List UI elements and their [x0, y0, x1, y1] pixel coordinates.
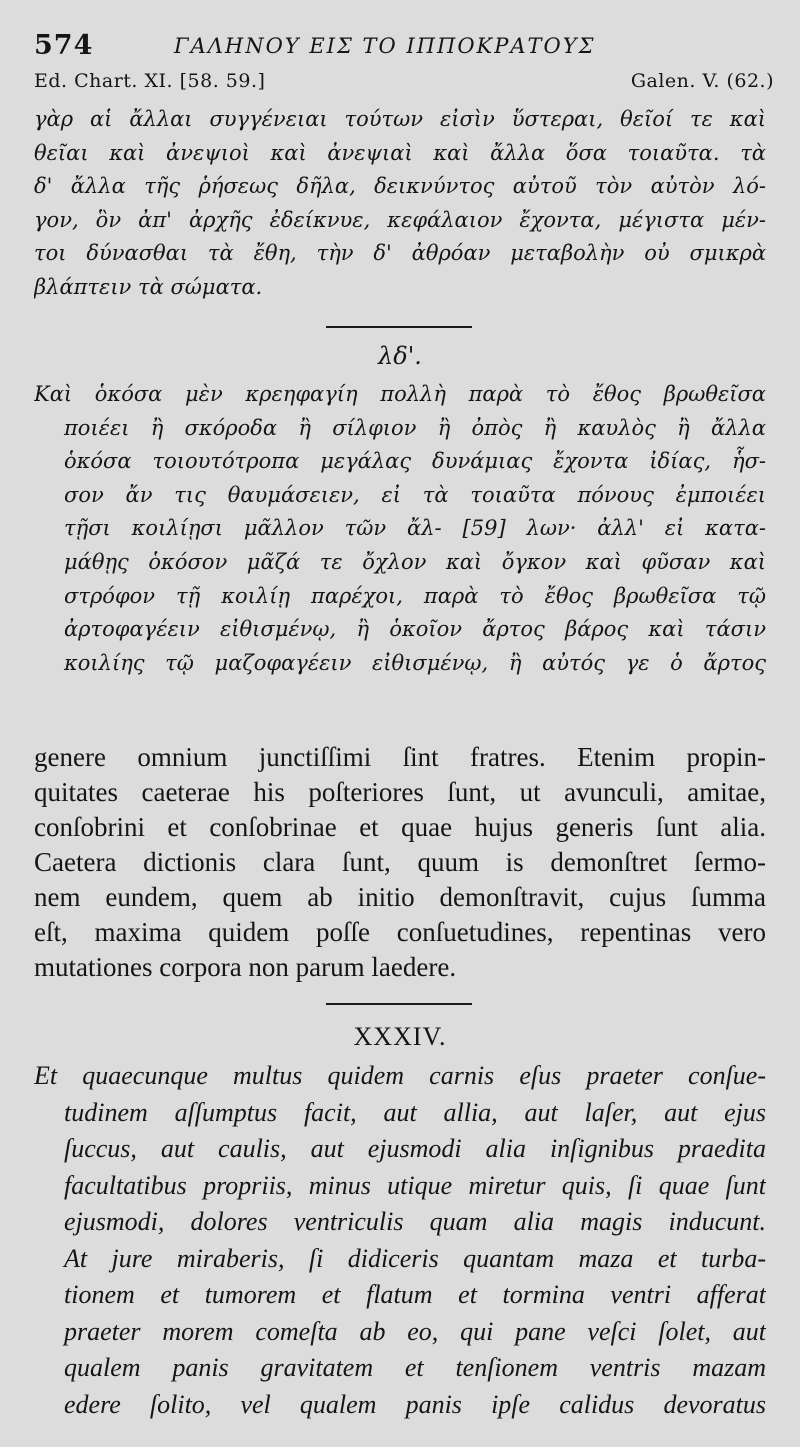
text-line: βλάπτειν τὰ σώματα.: [34, 274, 263, 299]
text-line: edere ſolito, vel qualem panis ipſe calidus devoratus: [64, 1389, 766, 1419]
text-line: σον ἄν τις θαυμάσειεν, εἰ τὰ τοιαῦτα πόνους ἐμποιέει: [64, 482, 766, 507]
text-line: tudinem aſſumptus facit, aut allia, aut laſer, aut ejus: [64, 1097, 766, 1127]
text-line: praeter morem comeſta ab eo, qui pane veſci ſolet, aut: [64, 1316, 766, 1346]
section-divider: [326, 326, 472, 328]
text-line: eſt, maxima quidem poſſe conſuetudines, repentinas vero: [34, 917, 766, 947]
page-header: [34, 30, 774, 70]
text-line: At jure miraberis, ſi didiceris quantam maza et turba-: [64, 1243, 766, 1273]
edition-references: [34, 70, 774, 100]
greek-aphorism-text: [34, 378, 766, 680]
text-line: mutationes corpora non parum laedere.: [34, 952, 457, 982]
page-number: 574: [34, 30, 94, 61]
text-line: μάθῃς ὁκόσον μᾶζά τε ὄχλον καὶ ὄγκον καὶ φῦσαν καὶ: [64, 549, 766, 574]
edition-reference-chartier: Ed. Chart. XI. [58. 59.]: [34, 70, 266, 92]
text-line: conſobrini et conſobrinae et quae hujus generis ſunt alia.: [34, 812, 766, 842]
text-line: ἀρτοφαγέειν εἰθισμένῳ, ἢ ὁκοῖον ἄρτος βάρος καὶ τάσιν: [64, 617, 766, 642]
text-line: γον, ὃν ἀπ' ἀρχῆς ἐδείκνυε, κεφάλαιον ἔχοντα, μέγιστα μέν-: [34, 207, 766, 232]
text-line: genere omnium junctiſſimi ſint fratres. Etenim propin-: [34, 742, 766, 772]
text-line: qualem panis gravitatem et tenſionem ventris mazam: [64, 1353, 766, 1382]
text-line: ſuccus, aut caulis, aut ejusmodi alia inſignibus praedita: [64, 1134, 766, 1163]
text-line: tionem et tumorem et flatum et tormina ventri afferat: [64, 1280, 766, 1309]
text-line: γὰρ αἱ ἄλλαι συγγένειαι τούτων εἰσὶν ὕστεραι, θεῖοί τε καὶ: [34, 107, 766, 131]
latin-section-heading: XXXIV.: [353, 1022, 447, 1051]
text-line: θεῖαι καὶ ἀνεψιοὶ καὶ ἀνεψιαὶ καὶ ἄλλα ὅσα τοιαῦτα. τὰ: [34, 140, 766, 165]
latin-commentary-text: [34, 740, 766, 985]
text-line: Et quaecunque multus quidem carnis eſus praeter conſue-: [34, 1061, 766, 1090]
text-line: τοι δύνασθαι τὰ ἔθη, τὴν δ' ἀθρόαν μεταβολὴν οὐ σμικρὰ: [34, 241, 766, 266]
text-line: ejusmodi, dolores ventriculis quam alia magis inducunt.: [64, 1207, 766, 1236]
text-line: τῇσι κοιλίῃσι μᾶλλον τῶν ἄλ- [59] λων· ἀλλ' εἰ κατα-: [64, 516, 766, 541]
text-line: nem eundem, quem ab initio demonſtravit, cujus ſumma: [34, 882, 766, 912]
text-line: στρόφον τῇ κοιλίῃ παρέχοι, παρὰ τὸ ἔθος βρωθεῖσα τῷ: [64, 583, 766, 608]
text-line: ὁκόσα τοιουτότροπα μεγάλας δυνάμιας ἔχοντα ἰδίας, ἧσ-: [64, 449, 766, 474]
greek-section-heading: λδ'.: [378, 342, 422, 370]
edition-reference-galen: Galen. V. (62.): [630, 70, 774, 92]
section-divider: [326, 1003, 472, 1005]
text-line: quitates caeterae his poſteriores ſunt, ut avunculi, amitae,: [34, 777, 766, 807]
latin-aphorism-text: [34, 1058, 766, 1423]
greek-commentary-text: [34, 103, 766, 305]
running-title: ΓΑΛΗΝΟΥ ΕΙΣ ΤΟ ΙΠΠΟΚΡΑΤΟΥΣ: [174, 34, 596, 58]
text-line: κοιλίης τῷ μαζοφαγέειν εἰθισμένῳ, ἢ αὐτός γε ὁ ἄρτος: [64, 650, 766, 675]
text-line: Καὶ ὁκόσα μὲν κρεηφαγίη πολλὴ παρὰ τὸ ἔθος βρωθεῖσα: [34, 382, 766, 406]
text-line: ποιέει ἢ σκόροδα ἢ σίλφιον ἢ ὀπὸς ἢ καυλὸς ἢ ἄλλα: [64, 415, 766, 440]
text-line: facultatibus propriis, minus utique miretur quis, ſi quae ſunt: [64, 1170, 766, 1200]
text-line: Caetera dictionis clara ſunt, quum is demonſtret ſermo-: [34, 847, 766, 877]
text-line: δ' ἄλλα τῆς ῥήσεως δῆλα, δεικνύντος αὐτοῦ τὸν αὐτὸν λό-: [34, 174, 766, 199]
